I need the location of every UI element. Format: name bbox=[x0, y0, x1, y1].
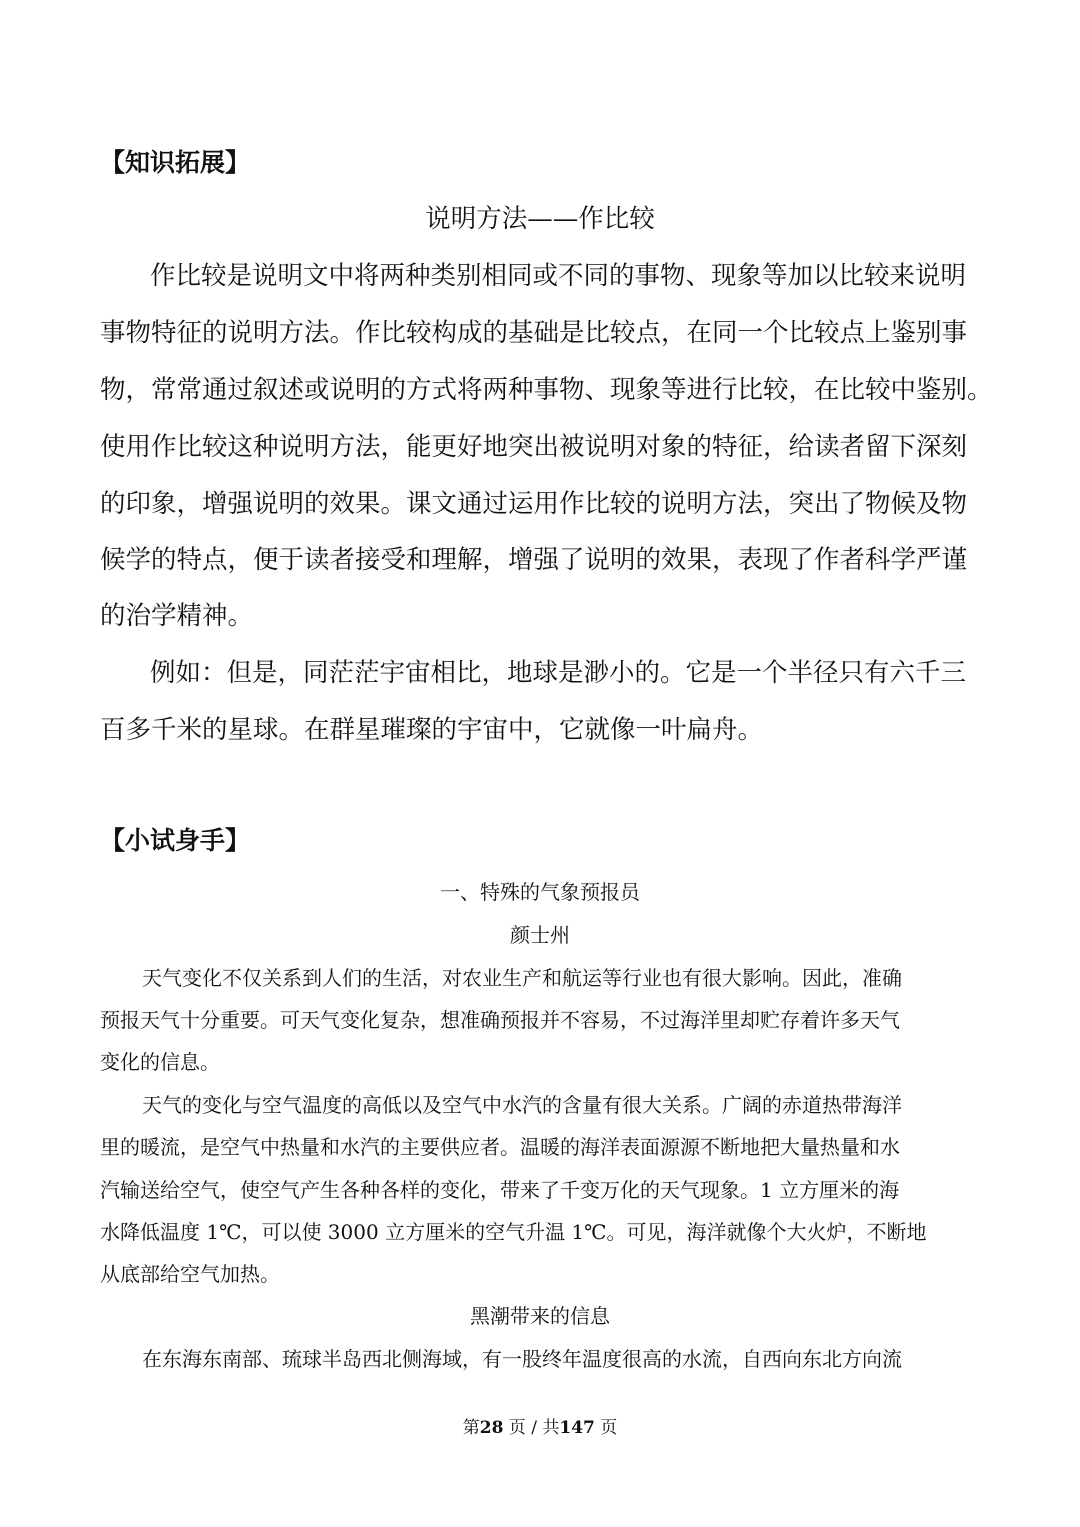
paragraph-line: 水降低温度 1℃，可以使 3000 立方厘米的空气升温 1℃。可见，海洋就像个大火炉，不断地 bbox=[100, 1220, 927, 1244]
footer-mid: 页 / 共 bbox=[503, 1418, 560, 1438]
paragraph-line: 天气的变化与空气温度的高低以及空气中水汽的含量有很大关系。广阔的赤道热带海洋 bbox=[142, 1093, 902, 1117]
paragraph-line: 变化的信息。 bbox=[100, 1050, 220, 1074]
paragraph-line: 预报天气十分重要。可天气变化复杂，想准确预报并不容易，不过海洋里却贮存着许多天气 bbox=[100, 1008, 900, 1032]
page-footer bbox=[0, 1413, 1080, 1438]
article-author: 颜士州 bbox=[510, 923, 570, 947]
paragraph-line: 作比较是说明文中将两种类别相同或不同的事物、现象等加以比较来说明 bbox=[150, 261, 967, 291]
paragraph-line: 天气变化不仅关系到人们的生活，对农业生产和航运等行业也有很大影响。因此，准确 bbox=[142, 966, 902, 990]
paragraph-line: 从底部给空气加热。 bbox=[100, 1262, 280, 1286]
paragraph-line: 的印象，增强说明的效果。课文通过运用作比较的说明方法，突出了物候及物 bbox=[100, 489, 968, 519]
article-subtitle: 黑潮带来的信息 bbox=[470, 1304, 610, 1328]
paragraph-line: 在东海东南部、琉球半岛西北侧海域，有一股终年温度很高的水流，自西向东北方向流 bbox=[142, 1347, 902, 1371]
article-title: 一、特殊的气象预报员 bbox=[440, 880, 640, 904]
paragraph-line: 汽输送给空气，使空气产生各种各样的变化，带来了千变万化的天气现象。1 立方厘米的海 bbox=[100, 1178, 900, 1202]
paragraph-line: 事物特征的说明方法。作比较构成的基础是比较点，在同一个比较点上鉴别事 bbox=[100, 318, 968, 348]
paragraph-line: 里的暖流，是空气中热量和水汽的主要供应者。温暖的海洋表面源源不断地把大量热量和水 bbox=[100, 1135, 900, 1159]
footer-suffix: 页 bbox=[594, 1418, 618, 1438]
paragraph-line: 例如：但是，同茫茫宇宙相比，地球是渺小的。它是一个半径只有六千三 bbox=[150, 658, 967, 688]
paragraph-line: 物，常常通过叙述或说明的方式将两种事物、现象等进行比较，在比较中鉴别。 bbox=[100, 375, 993, 405]
section-heading-knowledge: 【知识拓展】 bbox=[100, 148, 251, 177]
footer-page-number: 28 bbox=[479, 1418, 504, 1438]
footer-total-pages: 147 bbox=[559, 1418, 595, 1438]
section-heading-practice: 【小试身手】 bbox=[100, 826, 251, 855]
paragraph-line: 的治学精神。 bbox=[100, 601, 254, 631]
section-title-comparison: 说明方法——作比较 bbox=[425, 204, 655, 234]
paragraph-line: 百多千米的星球。在群星璀璨的宇宙中，它就像一叶扁舟。 bbox=[100, 715, 764, 745]
paragraph-line: 候学的特点，便于读者接受和理解，增强了说明的效果，表现了作者科学严谨 bbox=[100, 545, 968, 575]
footer-prefix: 第 bbox=[462, 1418, 480, 1438]
paragraph-line: 使用作比较这种说明方法，能更好地突出被说明对象的特征，给读者留下深刻 bbox=[100, 432, 968, 462]
